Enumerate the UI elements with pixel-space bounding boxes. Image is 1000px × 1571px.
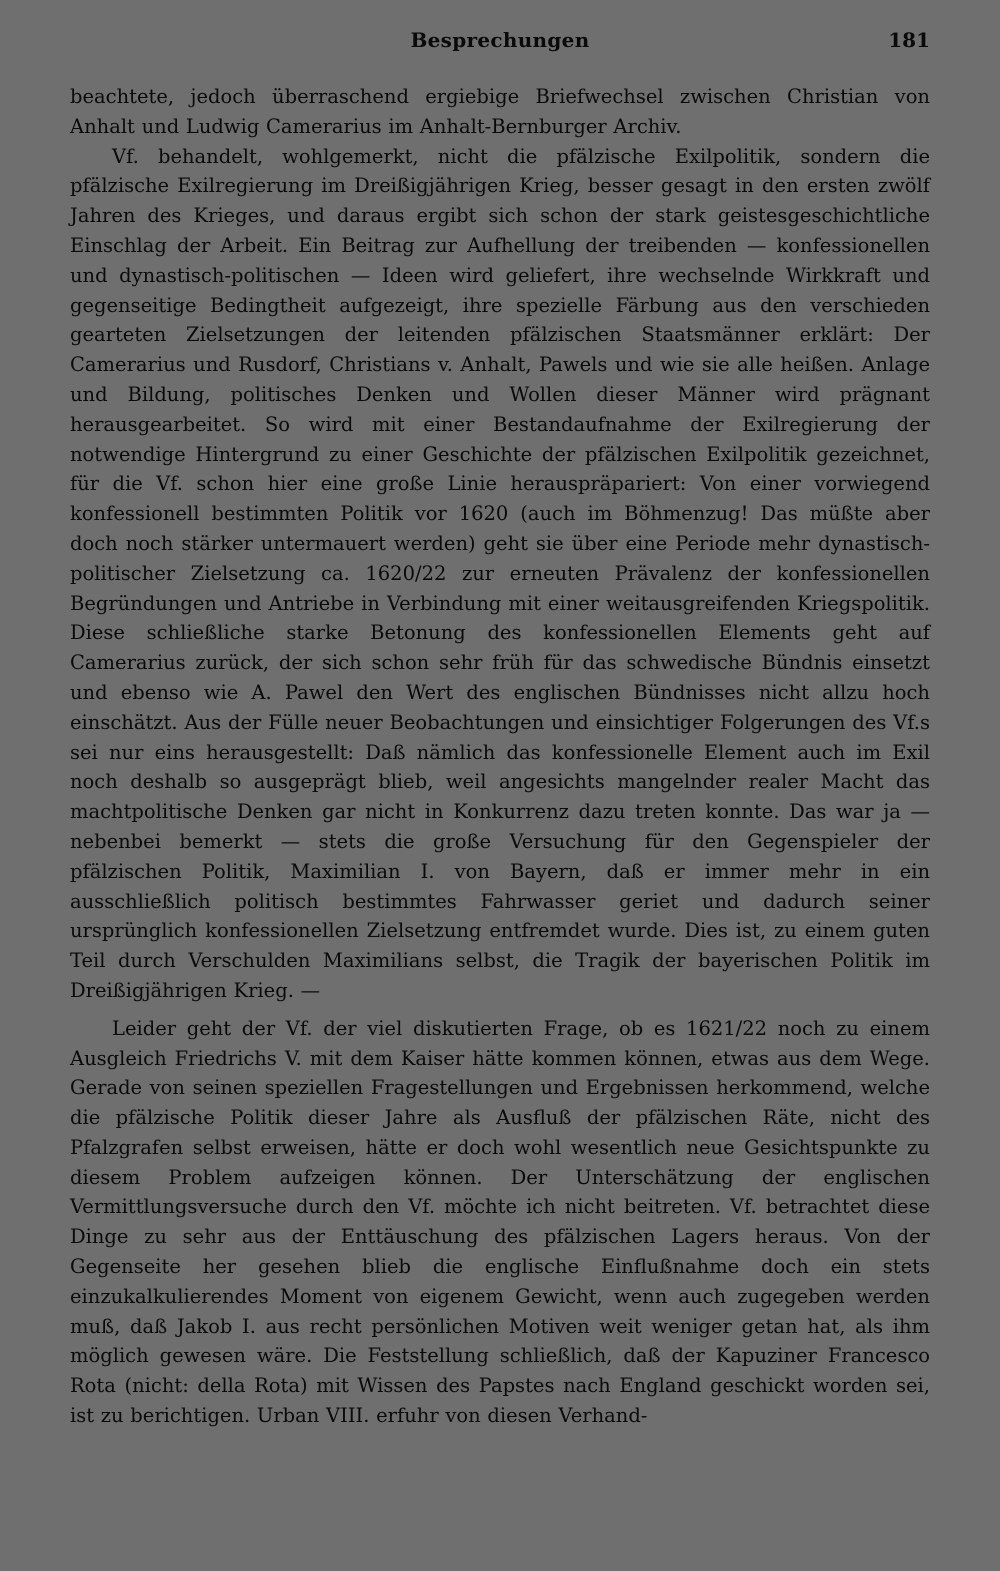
running-head: Besprechungen <box>410 28 590 52</box>
body-text <box>70 82 930 1431</box>
paragraph: Leider geht der Vf. der viel diskutierten Frage, ob es 1621/22 noch zu einem Ausgleich Friedrichs V. mit dem Kaiser hätte kommen können, etwas aus dem Wege. Gerade von seinen speziellen Fragestellungen und Ergebnissen herkommend, welche die pfälzische Politik dieser Jahre als Ausfluß der pfälzischen Räte, nicht des Pfalzgrafen selbst erweisen, hätte er doch wohl wesentlich neue Gesichtspunkte zu diesem Problem aufzeigen können. Der Unterschätzung der englischen Vermittlungsversuche durch den Vf. möchte ich nicht beitreten. Vf. betrachtet diese Dinge zu sehr aus der Enttäuschung des pfälzischen Lagers heraus. Von der Gegenseite her gesehen blieb die englische Einflußnahme doch ein stets einzukalkulierendes Moment von eigenem Gewicht, wenn auch zugegeben werden muß, daß Jakob I. aus recht persönlichen Motiven weit weniger getan hat, als ihm möglich gewesen wäre. Die Feststellung schließlich, daß der Kapuziner Francesco Rota (nicht: della Rota) mit Wissen des Papstes nach England geschickt worden sei, ist zu berichtigen. Urban VIII. erfuhr von diesen Verhand- <box>70 1016 930 1428</box>
page-header <box>70 28 930 62</box>
paragraph-continuation: beachtete, jedoch überraschend ergiebige Briefwechsel zwischen Christian von Anhalt und Ludwig Camerarius im Anhalt-Bernburger Archiv. <box>70 85 930 138</box>
page-number: 181 <box>888 28 930 52</box>
document-page <box>70 28 930 1431</box>
paragraph: Vf. behandelt, wohlgemerkt, nicht die pfälzische Exilpolitik, sondern die pfälzische Exilregierung im Dreißigjährigen Krieg, besser gesagt in den ersten zwölf Jahren des Krieges, und daraus ergibt sich schon der stark geistesgeschichtliche Einschlag der Arbeit. Ein Beitrag zur Aufhellung der treibenden — konfessionellen und dynastisch-politischen — Ideen wird geliefert, ihre wechselnde Wirkkraft und gegenseitige Bedingtheit aufgezeigt, ihre spezielle Färbung aus den verschieden gearteten Zielsetzungen der leitenden pfälzischen Staatsmänner erklärt: Der Camerarius und Rusdorf, Christians v. Anhalt, Pawels und wie sie alle heißen. Anlage und Bildung, politisches Denken und Wollen dieser Männer wird prägnant herausgearbeitet. So wird mit einer Bestandaufnahme der Exilregierung der notwendige Hintergrund zu einer Geschichte der pfälzischen Exilpolitik gezeichnet, für die Vf. schon hier eine große Linie herauspräpariert: Von einer vorwiegend konfessionell bestimmten Politik vor 1620 (auch im Böhmenzug! Das müßte aber doch noch stärker untermauert werden) geht sie über eine Periode mehr dynastisch-politischer Zielsetzung ca. 1620/22 zur erneuten Prävalenz der konfessionellen Begründungen und Antriebe in Verbindung mit einer weitausgreifenden Kriegspolitik. Diese schließliche starke Betonung des konfessionellen Elements geht auf Camerarius zurück, der sich schon sehr früh für das schwedische Bündnis einsetzt und ebenso wie A. Pawel den Wert des englischen Bündnisses nicht allzu hoch einschätzt. Aus der Fülle neuer Beobachtungen und einsichtiger Folgerungen des Vf.s sei nur eins herausgestellt: Daß nämlich das konfessionelle Element auch im Exil noch deshalb so ausgeprägt blieb, weil angesichts mangelnder realer Macht das machtpolitische Denken gar nicht in Konkurrenz dazu treten konnte. Das war ja — nebenbei bemerkt — stets die große Versuchung für den Gegenspieler der pfälzischen Politik, Maximilian I. von Bayern, daß er immer mehr in ein ausschließlich politisch bestimmtes Fahrwasser geriet und dadurch seiner ursprünglich konfessionellen Zielsetzung entfremdet wurde. Dies ist, zu einem guten Teil durch Verschulden Maximilians selbst, die Tragik der bayerischen Politik im Dreißigjährigen Krieg. — <box>70 144 930 1002</box>
